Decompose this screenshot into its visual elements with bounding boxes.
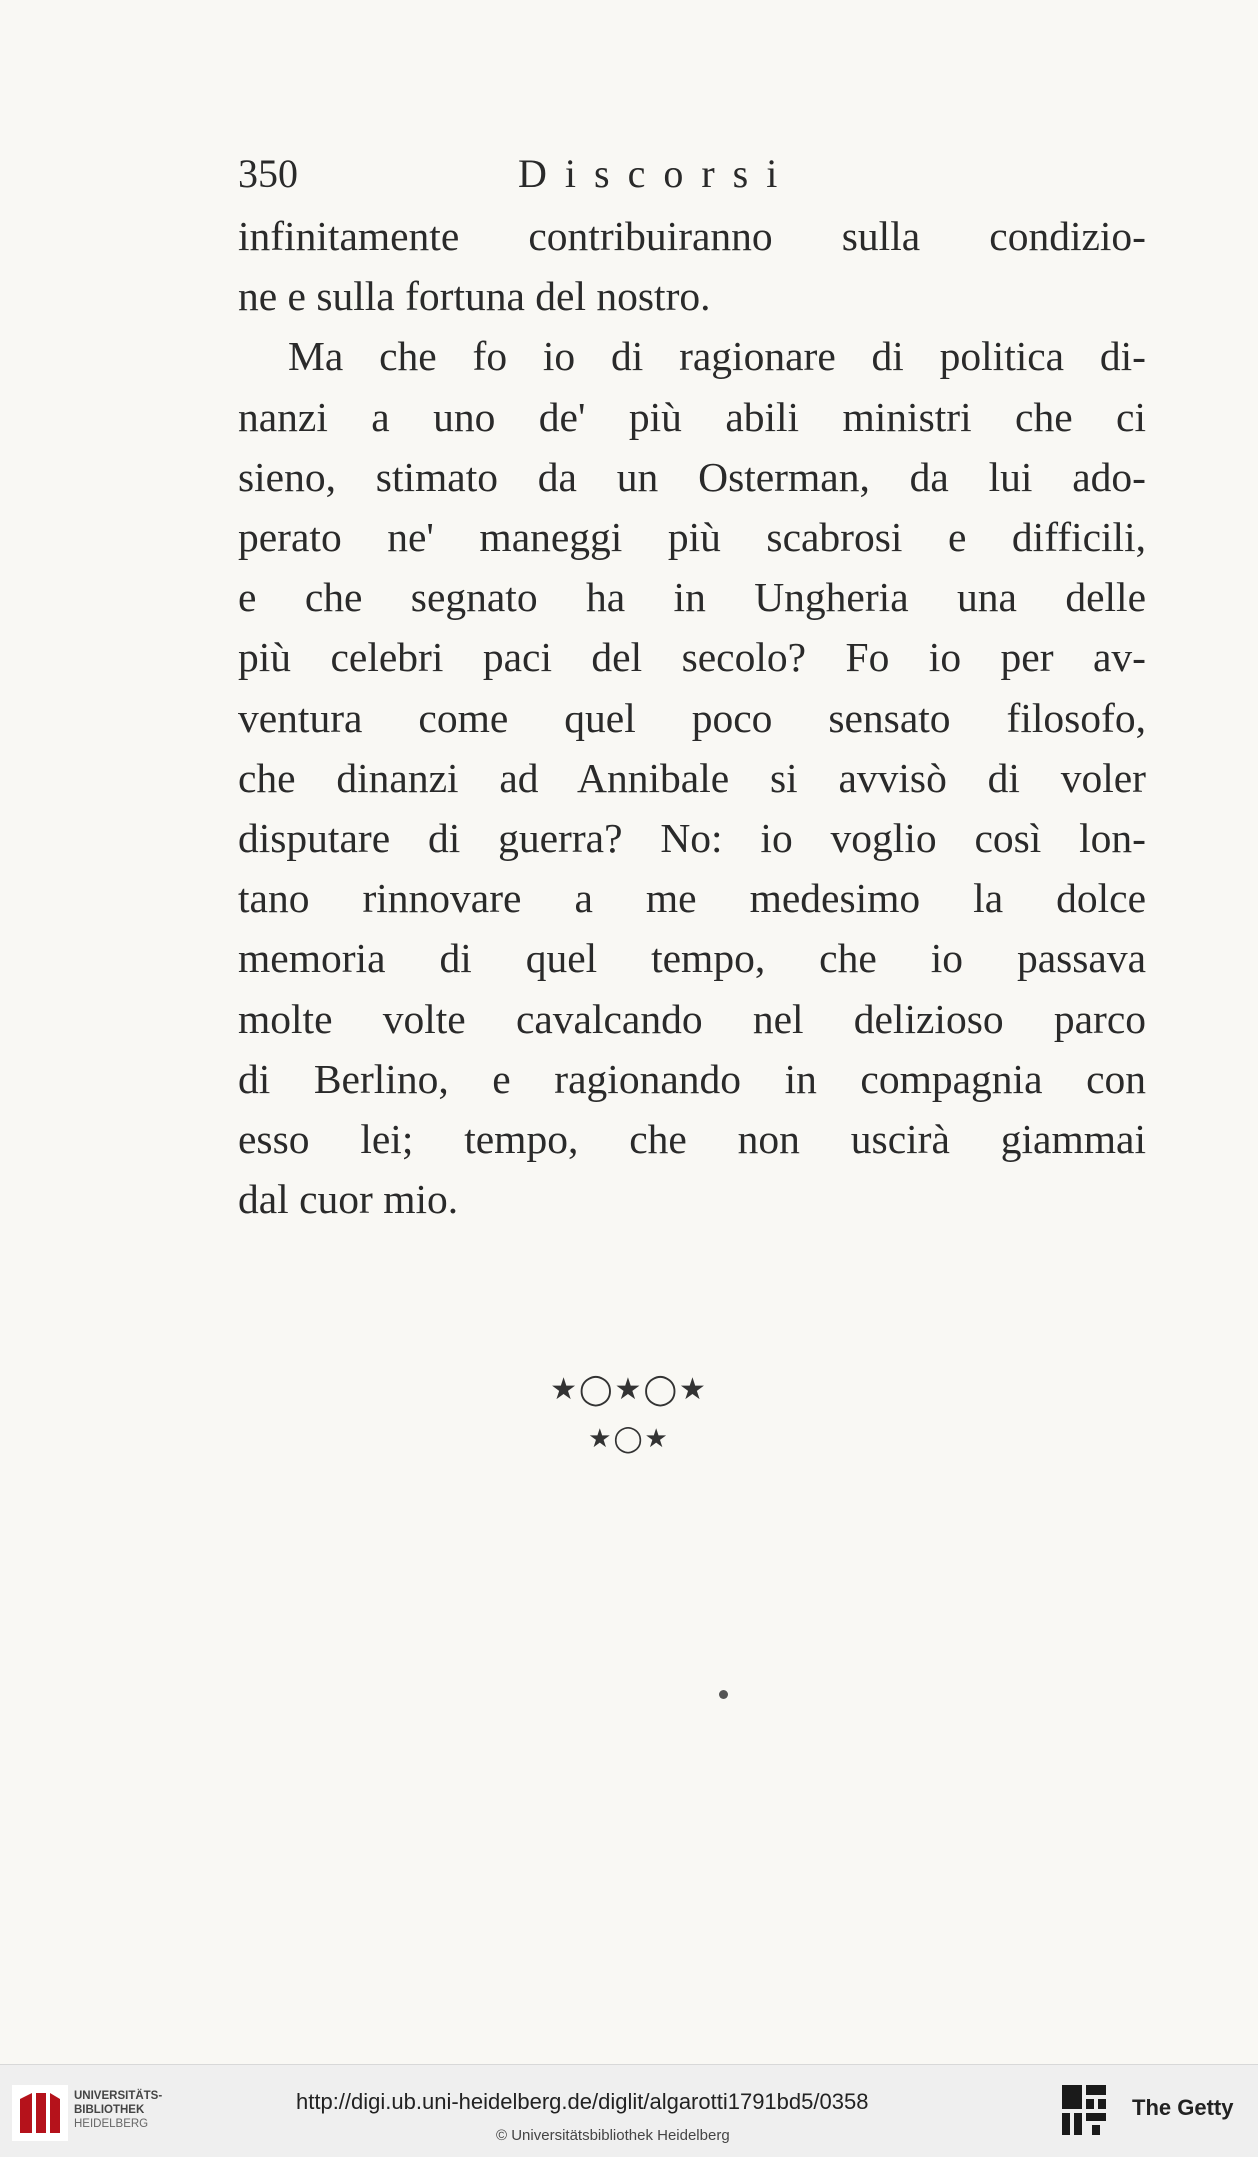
copyright-notice: © Universitätsbibliothek Heidelberg xyxy=(496,2127,730,2144)
text-line: di Berlino, e ragionando in compagnia con xyxy=(238,1055,1146,1102)
text-line: che dinanzi ad Annibale si avvisò di voler xyxy=(238,754,1146,801)
text-line: nanzi a uno de' più abili ministri che ci xyxy=(238,393,1146,440)
heidelberg-logo-icon[interactable] xyxy=(12,2085,68,2141)
running-head: Discorsi xyxy=(518,151,796,196)
text-line: perato ne' maneggi più scabrosi e difficili, xyxy=(238,514,1146,561)
institution-name-line: BIBLIOTHEK xyxy=(74,2104,145,2116)
ornament-top: ★◯★◯★ xyxy=(550,1372,708,1407)
institution-name xyxy=(74,2089,162,2131)
institution-name-line: UNIVERSITÄTS- xyxy=(74,2090,163,2102)
ornament-bottom: ★◯★ xyxy=(588,1424,670,1454)
text-line: e che segnato ha in Ungheria una delle xyxy=(238,574,1146,621)
institution-name-line: HEIDELBERG xyxy=(74,2118,149,2130)
page-header xyxy=(238,150,1138,202)
partner-name: The Getty xyxy=(1132,2095,1234,2120)
text-line: ne e sulla fortuna del nostro. xyxy=(238,273,711,320)
getty-logo-icon[interactable] xyxy=(1058,2081,1110,2139)
ink-speck xyxy=(719,1690,728,1699)
text-line: disputare di guerra? No: io voglio così lon- xyxy=(238,815,1146,862)
text-line: memoria di quel tempo, che io passava xyxy=(238,935,1146,982)
page-number: 350 xyxy=(238,151,298,196)
text-line: ventura come quel poco sensato filosofo, xyxy=(238,694,1146,741)
text-line: tano rinnovare a me medesimo la dolce xyxy=(238,875,1146,922)
text-line: Ma che fo io di ragionare di politica di- xyxy=(288,333,1146,380)
text-line: esso lei; tempo, che non uscirà giammai xyxy=(238,1116,1146,1163)
footer-bar xyxy=(0,2064,1258,2157)
text-line: più celebri paci del secolo? Fo io per av- xyxy=(238,634,1146,681)
body-text xyxy=(238,206,1146,1229)
text-line: dal cuor mio. xyxy=(238,1176,459,1223)
text-line: molte volte cavalcando nel delizioso parco xyxy=(238,995,1146,1042)
permalink-url[interactable]: http://digi.ub.uni-heidelberg.de/diglit/algarotti1791bd5/0358 xyxy=(296,2089,869,2114)
text-line: sieno, stimato da un Osterman, da lui ado- xyxy=(238,453,1146,500)
text-line: infinitamente contribuiranno sulla condizio- xyxy=(238,213,1146,259)
